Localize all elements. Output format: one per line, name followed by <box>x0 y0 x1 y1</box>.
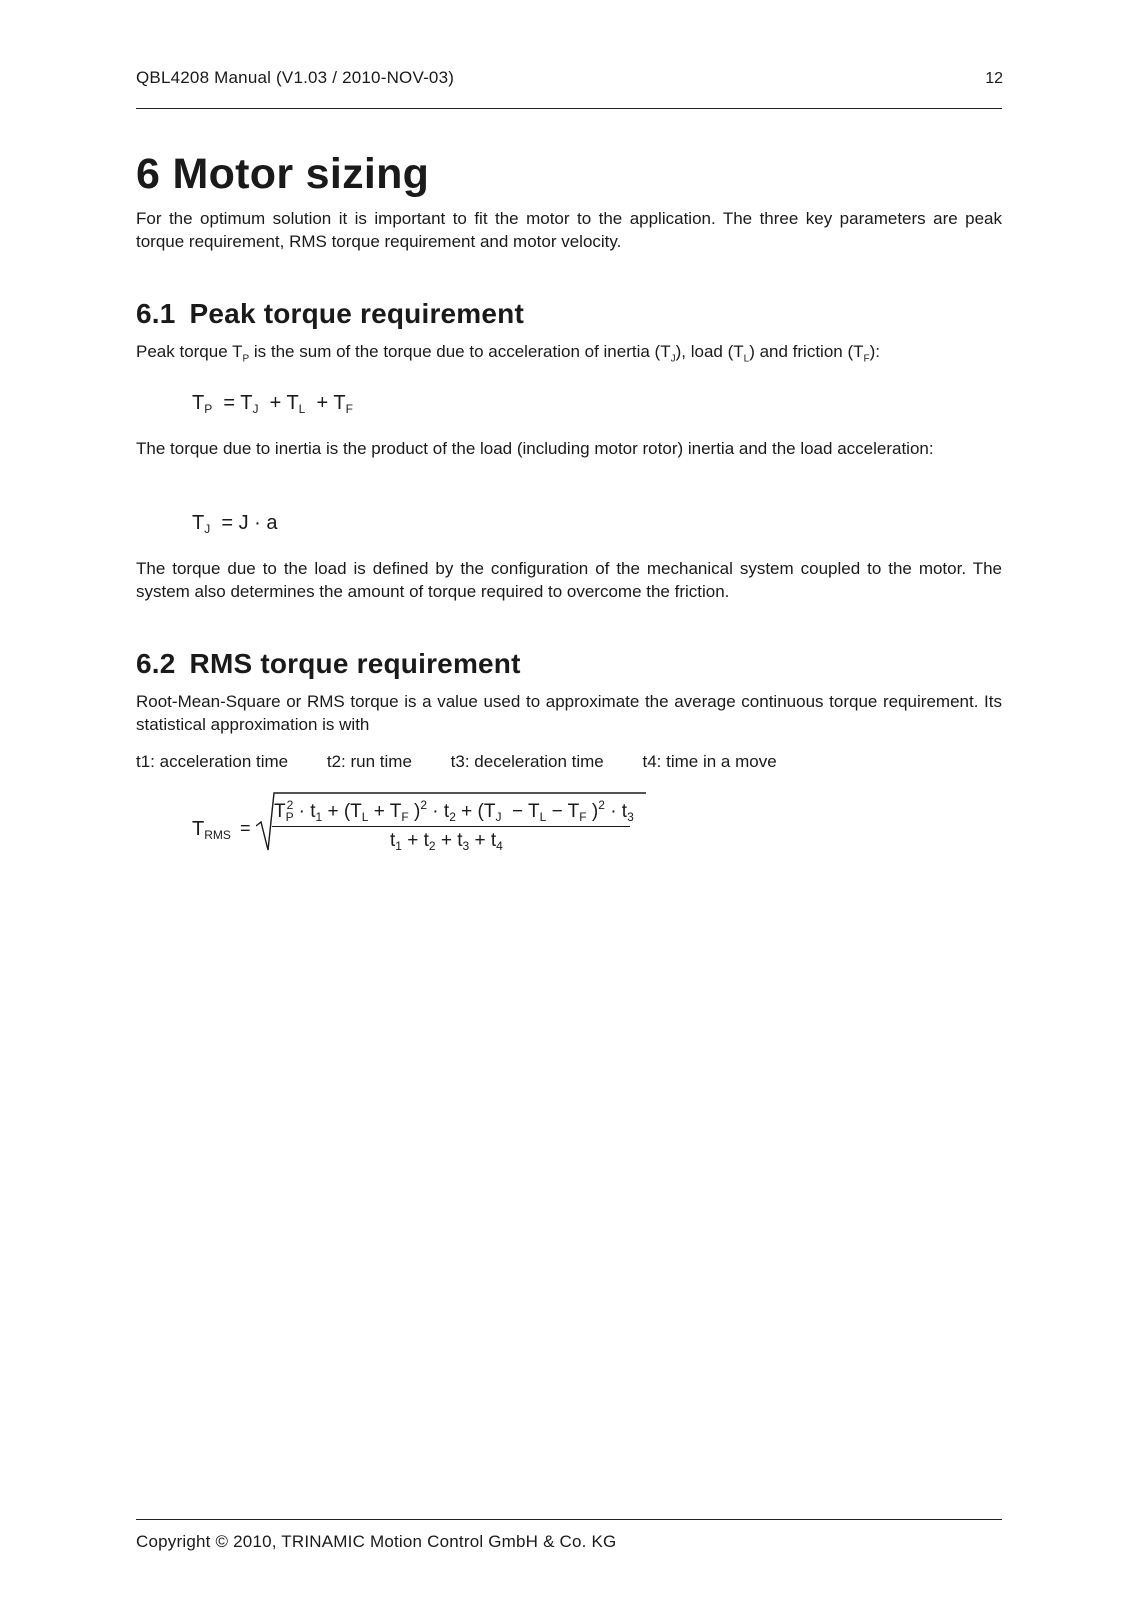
rms-torque-paragraph: Root-Mean-Square or RMS torque is a value used to approximate the average continuous torque requirement. Its statistical approximation is with <box>136 692 1002 734</box>
rms-denominator: $t_1 + t_2 + t_3 + t_4$ <box>390 830 503 853</box>
page-number: 12 <box>985 70 1003 87</box>
section-number: 6.2 <box>136 648 176 679</box>
section-heading-rms-torque <box>136 648 521 680</box>
header-divider <box>136 108 1002 109</box>
inertia-torque-paragraph: The torque due to inertia is the product of the load (including motor rotor) inertia and the load acceleration: <box>136 439 934 458</box>
section-title: Peak torque requirement <box>189 298 525 329</box>
equation-inertia-torque: $T_J = J \cdot a$ <box>192 512 278 536</box>
document-header-title: QBL4208 Manual (V1.03 / 2010-NOV-03) <box>136 68 455 87</box>
definition-t1: t1: acceleration time <box>136 752 289 771</box>
footer-copyright: Copyright © 2010, TRINAMIC Motion Control GmbH & Co. KG <box>136 1532 617 1551</box>
definition-t4: t4: time in a move <box>642 752 777 771</box>
load-torque-paragraph: The torque due to the load is defined by the configuration of the mechanical system coupled to the motor. The system also determines the amount of torque required to overcome the friction. <box>136 559 1002 601</box>
section-heading-peak-torque <box>136 298 524 330</box>
equals-sign: = <box>240 818 251 838</box>
definition-t3: t3: deceleration time <box>450 752 604 771</box>
fraction-bar <box>272 826 630 827</box>
chapter-intro-paragraph: For the optimum solution it is important to fit the motor to the application. The three key parameters are peak torque requirement, RMS torque requirement and motor velocity. <box>136 209 1002 251</box>
section-title: RMS torque requirement <box>189 648 521 679</box>
equation-rms-torque <box>192 790 652 880</box>
time-definitions <box>136 752 811 772</box>
equation-peak-torque: $T_P = T_J + T_L + T_F$ <box>192 392 353 416</box>
rms-lhs: $T_{RMS}$ <box>192 818 231 842</box>
section-number: 6.1 <box>136 298 176 329</box>
definition-t2: t2: run time <box>326 752 412 771</box>
peak-torque-intro: Peak torque $T_P$ is the sum of the torque due to acceleration of inertia $(T_J)$, load $(T_L)$ and friction $(T_F)$: <box>136 342 881 365</box>
chapter-heading: 6 Motor sizing <box>136 150 430 198</box>
footer-divider <box>136 1519 1002 1520</box>
rms-numerator: $T_P^2 \cdot t_1 + (T_L + T_F$ )$^2 \cdot t_2 + (T_J - T_L - T_F$ )$^2 \cdot t_3$ <box>274 798 634 824</box>
